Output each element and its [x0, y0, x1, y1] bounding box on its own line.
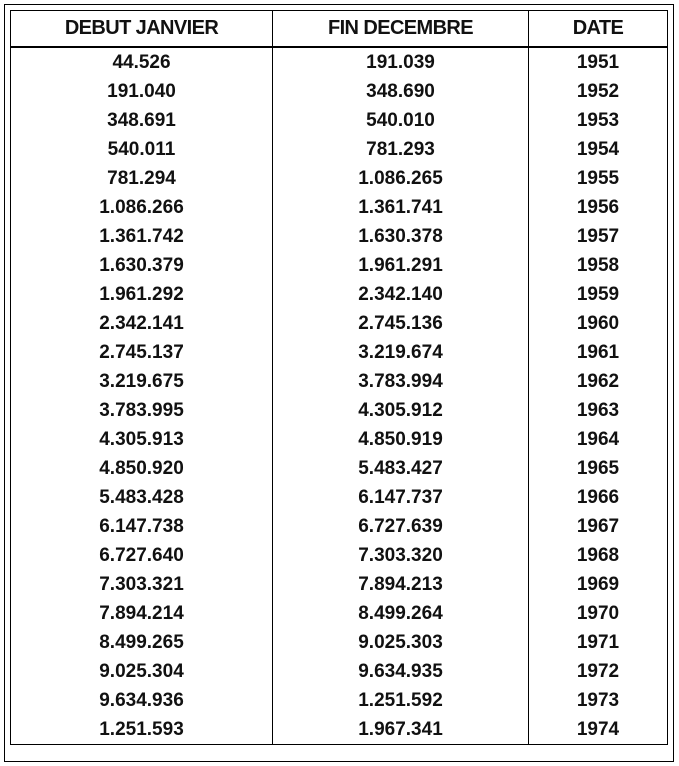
cell-debut-janvier: 3.219.675: [11, 367, 273, 396]
table-row: [11, 454, 668, 483]
cell-date: 1973: [529, 686, 668, 715]
cell-fin-decembre: 6.147.737: [273, 483, 529, 512]
table-row: [11, 628, 668, 657]
cell-fin-decembre: 540.010: [273, 106, 529, 135]
table-row: [11, 280, 668, 309]
cell-debut-janvier: 9.634.936: [11, 686, 273, 715]
cell-debut-janvier: 7.303.321: [11, 570, 273, 599]
cell-fin-decembre: 1.630.378: [273, 222, 529, 251]
cell-debut-janvier: 44.526: [11, 47, 273, 77]
cell-debut-janvier: 9.025.304: [11, 657, 273, 686]
table-body: [11, 47, 668, 745]
cell-date: 1969: [529, 570, 668, 599]
cell-debut-janvier: 7.894.214: [11, 599, 273, 628]
table-row: [11, 512, 668, 541]
cell-fin-decembre: 7.303.320: [273, 541, 529, 570]
cell-fin-decembre: 9.634.935: [273, 657, 529, 686]
cell-fin-decembre: 7.894.213: [273, 570, 529, 599]
cell-fin-decembre: 4.305.912: [273, 396, 529, 425]
data-table: [10, 10, 668, 745]
cell-fin-decembre: 1.251.592: [273, 686, 529, 715]
cell-date: 1970: [529, 599, 668, 628]
cell-fin-decembre: 2.745.136: [273, 309, 529, 338]
cell-debut-janvier: 348.691: [11, 106, 273, 135]
table-row: [11, 657, 668, 686]
table-row: [11, 570, 668, 599]
cell-date: 1961: [529, 338, 668, 367]
cell-debut-janvier: 4.305.913: [11, 425, 273, 454]
cell-date: 1974: [529, 715, 668, 745]
cell-debut-janvier: 8.499.265: [11, 628, 273, 657]
table-row: [11, 164, 668, 193]
cell-date: 1958: [529, 251, 668, 280]
cell-date: 1951: [529, 47, 668, 77]
header-date: DATE: [529, 11, 668, 48]
table-row: [11, 483, 668, 512]
table-frame: [4, 4, 674, 762]
cell-debut-janvier: 5.483.428: [11, 483, 273, 512]
table-row: [11, 396, 668, 425]
cell-fin-decembre: 5.483.427: [273, 454, 529, 483]
header-fin-decembre: FIN DECEMBRE: [273, 11, 529, 48]
cell-debut-janvier: 191.040: [11, 77, 273, 106]
cell-date: 1965: [529, 454, 668, 483]
cell-fin-decembre: 9.025.303: [273, 628, 529, 657]
table-row: [11, 425, 668, 454]
header-row: [11, 11, 668, 48]
table-row: [11, 599, 668, 628]
cell-date: 1957: [529, 222, 668, 251]
cell-fin-decembre: 2.342.140: [273, 280, 529, 309]
cell-debut-janvier: 1.361.742: [11, 222, 273, 251]
cell-debut-janvier: 2.745.137: [11, 338, 273, 367]
cell-date: 1971: [529, 628, 668, 657]
cell-fin-decembre: 1.967.341: [273, 715, 529, 745]
header-debut-janvier: DEBUT JANVIER: [11, 11, 273, 48]
cell-debut-janvier: 1.630.379: [11, 251, 273, 280]
table-row: [11, 47, 668, 77]
cell-fin-decembre: 348.690: [273, 77, 529, 106]
cell-debut-janvier: 4.850.920: [11, 454, 273, 483]
cell-date: 1955: [529, 164, 668, 193]
cell-date: 1959: [529, 280, 668, 309]
cell-debut-janvier: 1.961.292: [11, 280, 273, 309]
cell-date: 1964: [529, 425, 668, 454]
table-row: [11, 367, 668, 396]
table-row: [11, 193, 668, 222]
cell-date: 1962: [529, 367, 668, 396]
cell-date: 1952: [529, 77, 668, 106]
cell-debut-janvier: 1.251.593: [11, 715, 273, 745]
cell-fin-decembre: 1.086.265: [273, 164, 529, 193]
cell-debut-janvier: 6.727.640: [11, 541, 273, 570]
cell-date: 1967: [529, 512, 668, 541]
cell-fin-decembre: 4.850.919: [273, 425, 529, 454]
cell-debut-janvier: 540.011: [11, 135, 273, 164]
cell-date: 1956: [529, 193, 668, 222]
cell-date: 1963: [529, 396, 668, 425]
cell-date: 1968: [529, 541, 668, 570]
cell-date: 1966: [529, 483, 668, 512]
table-row: [11, 251, 668, 280]
cell-debut-janvier: 2.342.141: [11, 309, 273, 338]
table-row: [11, 309, 668, 338]
cell-debut-janvier: 1.086.266: [11, 193, 273, 222]
table-row: [11, 106, 668, 135]
table-row: [11, 338, 668, 367]
cell-fin-decembre: 1.361.741: [273, 193, 529, 222]
cell-fin-decembre: 781.293: [273, 135, 529, 164]
cell-fin-decembre: 8.499.264: [273, 599, 529, 628]
cell-debut-janvier: 6.147.738: [11, 512, 273, 541]
table-row: [11, 715, 668, 745]
cell-date: 1954: [529, 135, 668, 164]
cell-date: 1953: [529, 106, 668, 135]
cell-fin-decembre: 6.727.639: [273, 512, 529, 541]
table-row: [11, 222, 668, 251]
table-row: [11, 686, 668, 715]
cell-fin-decembre: 191.039: [273, 47, 529, 77]
table-row: [11, 541, 668, 570]
table-row: [11, 135, 668, 164]
table-row: [11, 77, 668, 106]
cell-date: 1972: [529, 657, 668, 686]
cell-fin-decembre: 1.961.291: [273, 251, 529, 280]
cell-fin-decembre: 3.219.674: [273, 338, 529, 367]
cell-fin-decembre: 3.783.994: [273, 367, 529, 396]
cell-date: 1960: [529, 309, 668, 338]
cell-debut-janvier: 781.294: [11, 164, 273, 193]
cell-debut-janvier: 3.783.995: [11, 396, 273, 425]
